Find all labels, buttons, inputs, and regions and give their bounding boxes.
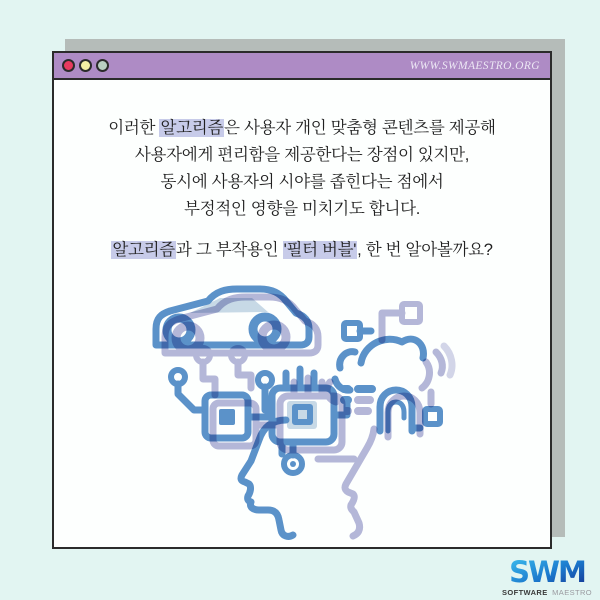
circuit-trace bbox=[203, 362, 215, 395]
signal-arc bbox=[436, 352, 442, 373]
swm-logo bbox=[498, 557, 596, 597]
paragraph-2 bbox=[54, 237, 550, 264]
cloud-echo-arc bbox=[422, 362, 429, 388]
circuit-trace bbox=[238, 362, 251, 388]
browser-titlebar bbox=[54, 53, 550, 80]
text-line bbox=[54, 169, 550, 196]
browser-window-card bbox=[52, 51, 552, 549]
red-traffic-light[interactable] bbox=[62, 59, 75, 72]
text-segment: 사용자에게 편리함을 제공한다는 장점이 있지만, bbox=[134, 146, 470, 164]
highlighted-text: 알고리즘 bbox=[112, 241, 175, 259]
text-segment: 부정적인 영향을 미치기도 합니다. bbox=[183, 200, 421, 218]
logo-caption-software: SOFTWARE bbox=[501, 588, 548, 597]
ai-brain-illustration bbox=[134, 282, 472, 542]
circuit-trace bbox=[178, 384, 205, 410]
text-segment: 이러한 bbox=[108, 119, 160, 137]
text-segment: 은 사용자 개인 맞춤형 콘텐츠를 제공해 bbox=[224, 119, 496, 137]
text-line bbox=[54, 115, 550, 142]
cloud-arc bbox=[340, 352, 355, 368]
cloud-icon bbox=[361, 339, 423, 363]
text-line bbox=[54, 196, 550, 223]
logo-caption bbox=[498, 588, 596, 597]
highlighted-text: 알고리즘 bbox=[160, 119, 224, 137]
text-line bbox=[54, 237, 550, 264]
chip-core bbox=[219, 409, 235, 425]
swm-logo-mark bbox=[500, 557, 594, 586]
yellow-traffic-light[interactable] bbox=[79, 59, 92, 72]
paragraph-1 bbox=[54, 115, 550, 223]
text-segment: , 한 번 알아볼까요? bbox=[357, 241, 493, 259]
head-echo-profile bbox=[345, 429, 374, 536]
logo-text: SWM bbox=[509, 557, 585, 586]
text-segment: 과 그 부작용인 bbox=[175, 241, 283, 259]
logo-caption-maestro: MAESTRO bbox=[552, 588, 593, 597]
text-line bbox=[54, 142, 550, 169]
node-square bbox=[425, 409, 440, 424]
fingerprint-inner bbox=[388, 402, 404, 431]
node-square bbox=[402, 304, 420, 322]
traffic-lights bbox=[62, 59, 109, 72]
url-text: WWW.SWMAESTRO.ORG bbox=[409, 59, 540, 72]
highlighted-text: '필터 버블' bbox=[283, 241, 357, 259]
green-traffic-light[interactable] bbox=[96, 59, 109, 72]
brain-node-dot bbox=[290, 461, 296, 467]
text-segment: 동시에 사용자의 시야를 좁힌다는 점에서 bbox=[160, 173, 444, 191]
body-text bbox=[54, 115, 550, 264]
